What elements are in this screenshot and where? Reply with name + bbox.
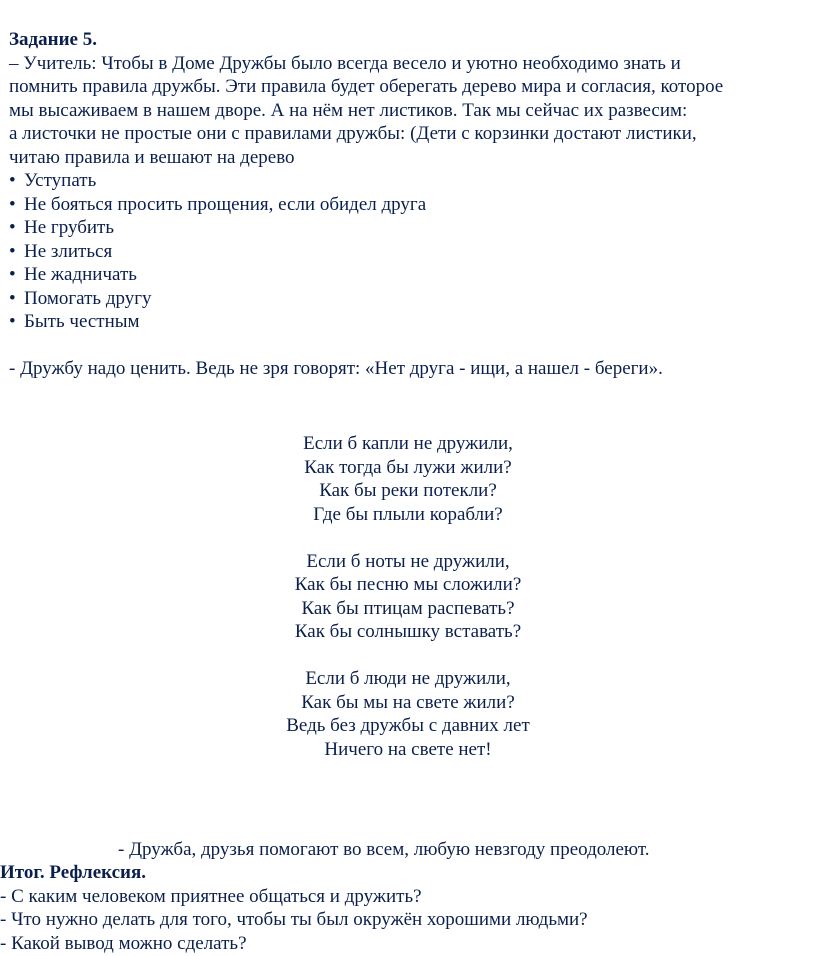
- rule-text: Не грубить: [24, 217, 114, 238]
- poem-line: Как бы мы на свете жили?: [301, 691, 515, 713]
- bullet-icon: •: [9, 170, 16, 191]
- rule-item: [9, 193, 809, 217]
- bullet-icon: •: [9, 217, 16, 238]
- rule-text: Помогать другу: [24, 287, 152, 309]
- blank-line: [9, 334, 809, 358]
- rule-text: Не жадничать: [24, 264, 137, 285]
- poem-line: Если б капли не дружили,: [303, 433, 513, 454]
- rule-item: [9, 216, 809, 240]
- rule-text: Не бояться просить прощения, если обидел друга: [24, 193, 427, 215]
- rule-item: [9, 263, 809, 287]
- reflection-section: [0, 861, 816, 955]
- poem-line: Ничего на свете нет!: [324, 738, 492, 760]
- rule-item: [9, 240, 809, 264]
- rule-text: Не злиться: [24, 240, 113, 262]
- poem-line: Ведь без дружбы с давних лет: [286, 715, 530, 736]
- poem-stanza: [208, 550, 608, 644]
- poem-line: Если б ноты не дружили,: [306, 550, 510, 572]
- reflection-heading: Итог. Рефлексия.: [0, 862, 147, 883]
- poem-stanza: [208, 667, 608, 761]
- task-section: [9, 28, 809, 381]
- rule-text: Быть честным: [24, 311, 140, 332]
- rule-item: [9, 310, 809, 334]
- rule-item: [9, 169, 809, 193]
- bullet-icon: •: [9, 264, 16, 285]
- bullet-icon: •: [9, 193, 16, 215]
- reflection-question: - Что нужно делать для того, чтобы ты был окружён хорошими людьми?: [0, 909, 588, 930]
- poem-line: Как тогда бы лужи жили?: [304, 456, 512, 478]
- rules-list: [9, 169, 809, 334]
- rule-item: [9, 287, 809, 311]
- closing-line: - Дружба, друзья помогают во всем, любую невзгоду преодолеют.: [118, 839, 650, 860]
- poem-stanza: [208, 432, 608, 526]
- poem-line: Где бы плыли корабли?: [313, 503, 503, 525]
- reflection-question: - С каким человеком приятнее общаться и дружить?: [0, 885, 422, 907]
- intro-line: помнить правила дружбы. Эти правила будет оберегать дерево мира и согласия, которое: [9, 76, 724, 97]
- poem-line: Как бы реки потекли?: [319, 480, 497, 501]
- poem-line: Как бы солнышку вставать?: [294, 621, 522, 642]
- poem: [208, 432, 608, 761]
- poem-line: Как бы песню мы сложили?: [294, 574, 522, 595]
- reflection-question: - Какой вывод можно сделать?: [0, 932, 247, 954]
- intro-line: читаю правила и вешают на дерево: [9, 146, 295, 168]
- rule-text: Уступать: [24, 170, 97, 191]
- intro-line: мы высаживаем в нашем дворе. А на нём нет листиков. Так мы сейчас их развесим:: [9, 99, 688, 121]
- bullet-icon: •: [9, 311, 16, 332]
- poem-line: Как бы птицам распевать?: [301, 597, 515, 619]
- bullet-icon: •: [9, 287, 16, 309]
- intro-line: а листочки не простые они с правилами дружбы: (Дети с корзинки достают листики,: [9, 123, 697, 144]
- intro-line: – Учитель: Чтобы в Доме Дружбы было всегда весело и уютно необходимо знать и: [9, 52, 681, 74]
- proverb-line: - Дружбу надо ценить. Ведь не зря говорят: «Нет друга - ищи, а нашел - береги».: [9, 358, 663, 379]
- bullet-icon: •: [9, 240, 16, 262]
- poem-line: Если б люди не дружили,: [305, 668, 511, 689]
- task-heading: Задание 5.: [9, 29, 97, 50]
